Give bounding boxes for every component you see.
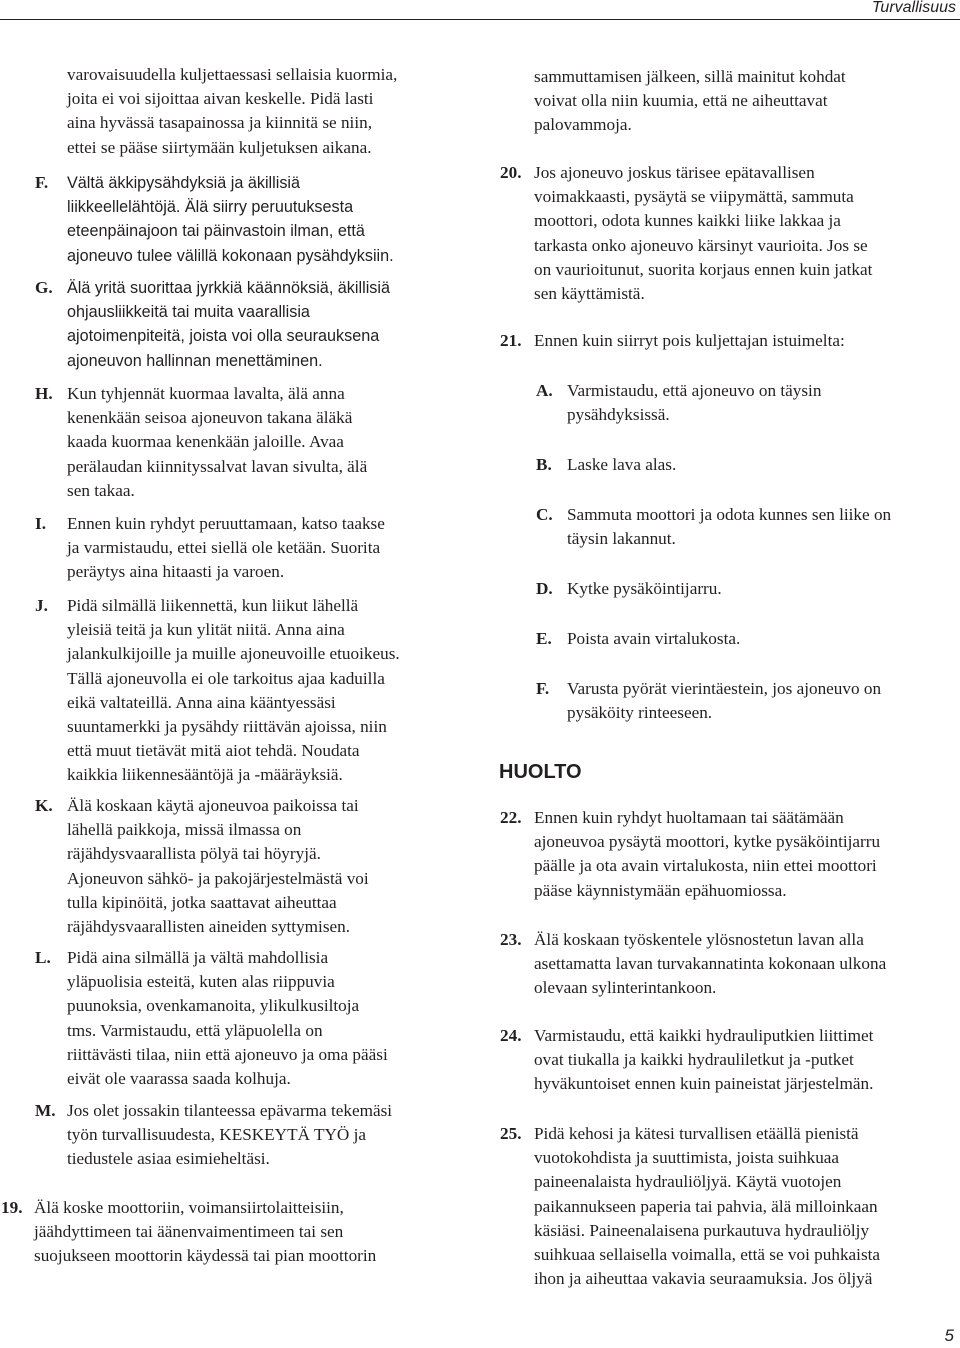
text-line: on vaurioitunut, suorita korjaus ennen kuin jatkat xyxy=(534,259,873,279)
text-line: ajotoimenpiteitä, joista voi olla seurauksena xyxy=(67,327,380,346)
text-line: ja varmistaudu, ettei siellä ole ketään. Suorita xyxy=(67,538,381,558)
item-marker: 19. xyxy=(1,1198,23,1217)
item-marker: A. xyxy=(536,381,553,400)
text-line: riittävästi tilaa, niin että ajoneuvo ja oma pääsi xyxy=(67,1044,388,1064)
text-line: pysähdyksissä. xyxy=(567,405,670,425)
text-line: ajoneuvo tulee välillä kokonaan pysähdyksiin. xyxy=(67,246,394,265)
text-line: pääse käynnistymään epähuomiossa. xyxy=(534,880,787,900)
text-line: Vältä äkkipysähdyksiä ja äkillisiä xyxy=(67,174,301,192)
text-line: ettei se pääse siirtymään kuljetuksen aikana. xyxy=(67,137,372,157)
item-text xyxy=(67,794,369,939)
text-line: kaada kuormaa kenenkään jaloille. Avaa xyxy=(67,432,344,452)
text-line: täysin lakannut. xyxy=(567,529,676,549)
text-line: paineenalaista hydrauliöljyä. Käytä vuotojen xyxy=(534,1172,842,1192)
text-line: Älä yritä suorittaa jyrkkiä käännöksiä, äkillisiä xyxy=(67,279,390,297)
item-text xyxy=(567,577,722,601)
text-line: sammuttamisen jälkeen, sillä mainitut kohdat xyxy=(534,67,846,86)
text-line: hyväkuntoiset ennen kuin paineistat järjestelmän. xyxy=(534,1074,874,1094)
text-line: sen käyttämistä. xyxy=(534,283,645,303)
item-text xyxy=(67,276,390,373)
section-heading-huolto: HUOLTO xyxy=(499,761,582,783)
item-text xyxy=(567,453,676,477)
text-line: ajoneuvoa pysäytä moottori, kytke pysäköintijarru xyxy=(534,832,881,852)
text-line: Ennen kuin ryhdyt huoltamaan tai säätämään xyxy=(534,808,844,827)
text-line: voivat olla niin kuumia, että ne aiheuttavat xyxy=(534,91,828,111)
item-text xyxy=(534,1024,873,1097)
text-line: ihon ja aiheuttaa vakavia seuraamuksia. Jos öljyä xyxy=(534,1269,873,1289)
right-continuation-paragraph xyxy=(534,65,846,138)
text-line: että muut tietävät mitä aiot tehdä. Noudata xyxy=(67,741,360,761)
text-line: joita ei voi sijoittaa aivan keskelle. Pidä lasti xyxy=(67,89,374,109)
item-marker: J. xyxy=(35,596,48,615)
text-line: Pidä silmällä liikennettä, kun liikut lähellä xyxy=(67,596,359,615)
item-text xyxy=(567,503,891,551)
item-text xyxy=(34,1196,376,1269)
text-line: jalankulkijoille ja muille ajoneuvoille etuoikeus. xyxy=(67,644,400,664)
text-line: jäähdyttimeen tai äänenvaimentimeen tai sen xyxy=(34,1222,344,1242)
left-continuation-paragraph xyxy=(67,63,397,160)
item-marker: 23. xyxy=(500,930,522,949)
text-line: Kun tyhjennät kuormaa lavalta, älä anna xyxy=(67,384,345,403)
text-line: räjähdysvaarallista pölyä tai höyryjä. xyxy=(67,844,321,864)
text-line: Sammuta moottori ja odota kunnes sen liike on xyxy=(567,505,892,524)
text-line: liikkeellelähtöjä. Älä siirry peruutuksesta xyxy=(67,198,354,217)
item-marker: M. xyxy=(35,1101,56,1120)
text-line: Laske lava alas. xyxy=(567,455,677,474)
text-line: kenenkään seisoa ajoneuvon takana äläkä xyxy=(67,408,353,428)
text-line: päälle ja ota avain virtalukosta, niin ettei moottori xyxy=(534,856,877,876)
text-line: voimakkaasti, pysäytä se viipymättä, sammuta xyxy=(534,187,854,207)
text-line: olevaan sylinterintankoon. xyxy=(534,978,717,998)
text-line: peräytys aina hitaasti ja varoen. xyxy=(67,562,285,582)
item-marker: F. xyxy=(35,173,49,192)
item-marker: 21. xyxy=(500,331,522,350)
text-line: suuntamerkki ja pysähdy riittävän ajoissa, niin xyxy=(67,716,387,736)
item-text xyxy=(534,329,845,353)
text-line: Ennen kuin ryhdyt peruuttamaan, katso taakse xyxy=(67,514,385,533)
text-line: eteenpäinajoon tai päinvastoin ilman, että xyxy=(67,222,365,241)
text-line: tulla kipinöitä, jotka saattavat aiheuttaa xyxy=(67,892,337,912)
text-line: Varmistaudu, että kaikki hydrauliputkien liittimet xyxy=(534,1026,874,1045)
text-line: tarkasta onko ajoneuvo kärsinyt vaurioita. Jos se xyxy=(534,235,868,255)
text-line: Poista avain virtalukosta. xyxy=(567,629,741,648)
text-line: ovat tiukalla ja kaikki hydrauliletkut ja -putket xyxy=(534,1050,854,1070)
text-line: Jos olet jossakin tilanteessa epävarma tekemäsi xyxy=(67,1101,393,1120)
text-line: eikä valtateillä. Anna aina kääntyessäsi xyxy=(67,692,336,712)
item-marker: 24. xyxy=(500,1026,522,1045)
text-line: asettamatta lavan turvakannatinta kokonaan ulkona xyxy=(534,954,887,974)
item-marker: H. xyxy=(35,384,53,403)
item-text xyxy=(567,677,881,725)
item-text xyxy=(67,946,388,1091)
text-line: aina hyvässä tasapainossa ja kiinnitä se niin, xyxy=(67,113,373,133)
text-line: räjähdysvaarallisten aineiden syttymisen. xyxy=(67,916,351,936)
item-marker: G. xyxy=(35,278,53,297)
text-line: pysäköity rinteeseen. xyxy=(567,703,713,723)
text-line: perälaudan kiinnityssalvat lavan sivulta, älä xyxy=(67,456,368,476)
text-line: lähellä paikkoja, missä ilmassa on xyxy=(67,820,302,840)
item-text xyxy=(534,1122,880,1291)
item-marker: K. xyxy=(35,796,53,815)
text-line: vuotokohdista ja suuttimista, joista suihkuaa xyxy=(534,1148,840,1168)
text-line: Jos ajoneuvo joskus tärisee epätavallisen xyxy=(534,163,815,182)
text-line: suihkuaa sellaisella voimalla, että se voi puhkaista xyxy=(534,1244,881,1264)
item-text xyxy=(534,161,872,306)
page-number: 5 xyxy=(944,1326,954,1345)
text-line: Pidä kehosi ja kätesi turvallisen etäällä pienistä xyxy=(534,1124,859,1143)
item-text xyxy=(67,512,385,585)
item-marker: 20. xyxy=(500,163,522,182)
item-text xyxy=(567,379,821,427)
text-line: varovaisuudella kuljettaessasi sellaisia kuormia, xyxy=(67,65,398,84)
text-line: yleisiä teitä ja kun ylität niitä. Anna aina xyxy=(67,620,345,640)
item-text xyxy=(67,171,394,268)
text-line: työn turvallisuudesta, KESKEYTÄ TYÖ ja xyxy=(67,1125,366,1145)
text-line: sen takaa. xyxy=(67,480,135,500)
text-line: puunoksia, ovenkamanoita, ylikulkusiltoja xyxy=(67,996,360,1016)
text-line: Varmistaudu, että ajoneuvo on täysin xyxy=(567,381,822,400)
text-line: Pidä aina silmällä ja vältä mahdollisia xyxy=(67,948,329,967)
item-text xyxy=(567,627,740,651)
text-line: Tällä ajoneuvolla ei ole tarkoitus ajaa kaduilla xyxy=(67,668,385,688)
item-marker: 25. xyxy=(500,1124,522,1143)
item-text xyxy=(534,928,886,1001)
item-marker: E. xyxy=(536,629,552,648)
item-marker: 22. xyxy=(500,808,522,827)
item-marker: C. xyxy=(536,505,553,524)
item-marker: L. xyxy=(35,948,51,967)
item-text xyxy=(67,1099,392,1172)
text-line: Kytke pysäköintijarru. xyxy=(567,579,722,598)
item-text xyxy=(534,806,880,903)
item-text xyxy=(67,382,367,503)
text-line: Varusta pyörät vierintäestein, jos ajoneuvo on xyxy=(567,679,882,698)
text-line: tiedustele asiaa esimieheltäsi. xyxy=(67,1149,270,1169)
text-line: tms. Varmistaudu, että yläpuolella on xyxy=(67,1020,323,1040)
item-marker: I. xyxy=(35,514,46,533)
text-line: Ajoneuvon sähkö- ja pakojärjestelmästä voi xyxy=(67,868,369,888)
text-line: Ennen kuin siirryt pois kuljettajan istuimelta: xyxy=(534,331,845,350)
text-line: käsiäsi. Paineenalaisena purkautuva hydrauliöljy xyxy=(534,1220,870,1240)
text-line: Älä koske moottoriin, voimansiirtolaitteisiin, xyxy=(34,1198,344,1217)
text-line: yläpuolisia esteitä, kuten alas riippuvia xyxy=(67,972,335,992)
text-line: Älä koskaan käytä ajoneuvoa paikoissa tai xyxy=(67,796,359,815)
text-line: paikannukseen paperia tai pahvia, älä milloinkaan xyxy=(534,1196,878,1216)
item-marker: B. xyxy=(536,455,552,474)
item-marker: D. xyxy=(536,579,553,598)
text-line: moottori, odota kunnes kaikki liike lakkaa ja xyxy=(534,211,841,231)
text-line: suojukseen moottorin käydessä tai pian moottorin xyxy=(34,1246,377,1266)
text-line: kaikkia liikennesääntöjä ja -määräyksiä. xyxy=(67,765,343,785)
item-marker: F. xyxy=(536,679,550,698)
item-text xyxy=(67,594,400,788)
text-line: ajoneuvon hallinnan menettäminen. xyxy=(67,351,323,370)
text-line: eivät ole vaarassa saada kolhuja. xyxy=(67,1068,291,1088)
text-line: ohjausliikkeitä tai muita vaarallisia xyxy=(67,303,310,322)
text-line: palovammoja. xyxy=(534,115,632,135)
text-line: Älä koskaan työskentele ylösnostetun lavan alla xyxy=(534,930,864,949)
header-rule xyxy=(0,19,960,20)
running-header-title: Turvallisuus xyxy=(871,0,956,16)
